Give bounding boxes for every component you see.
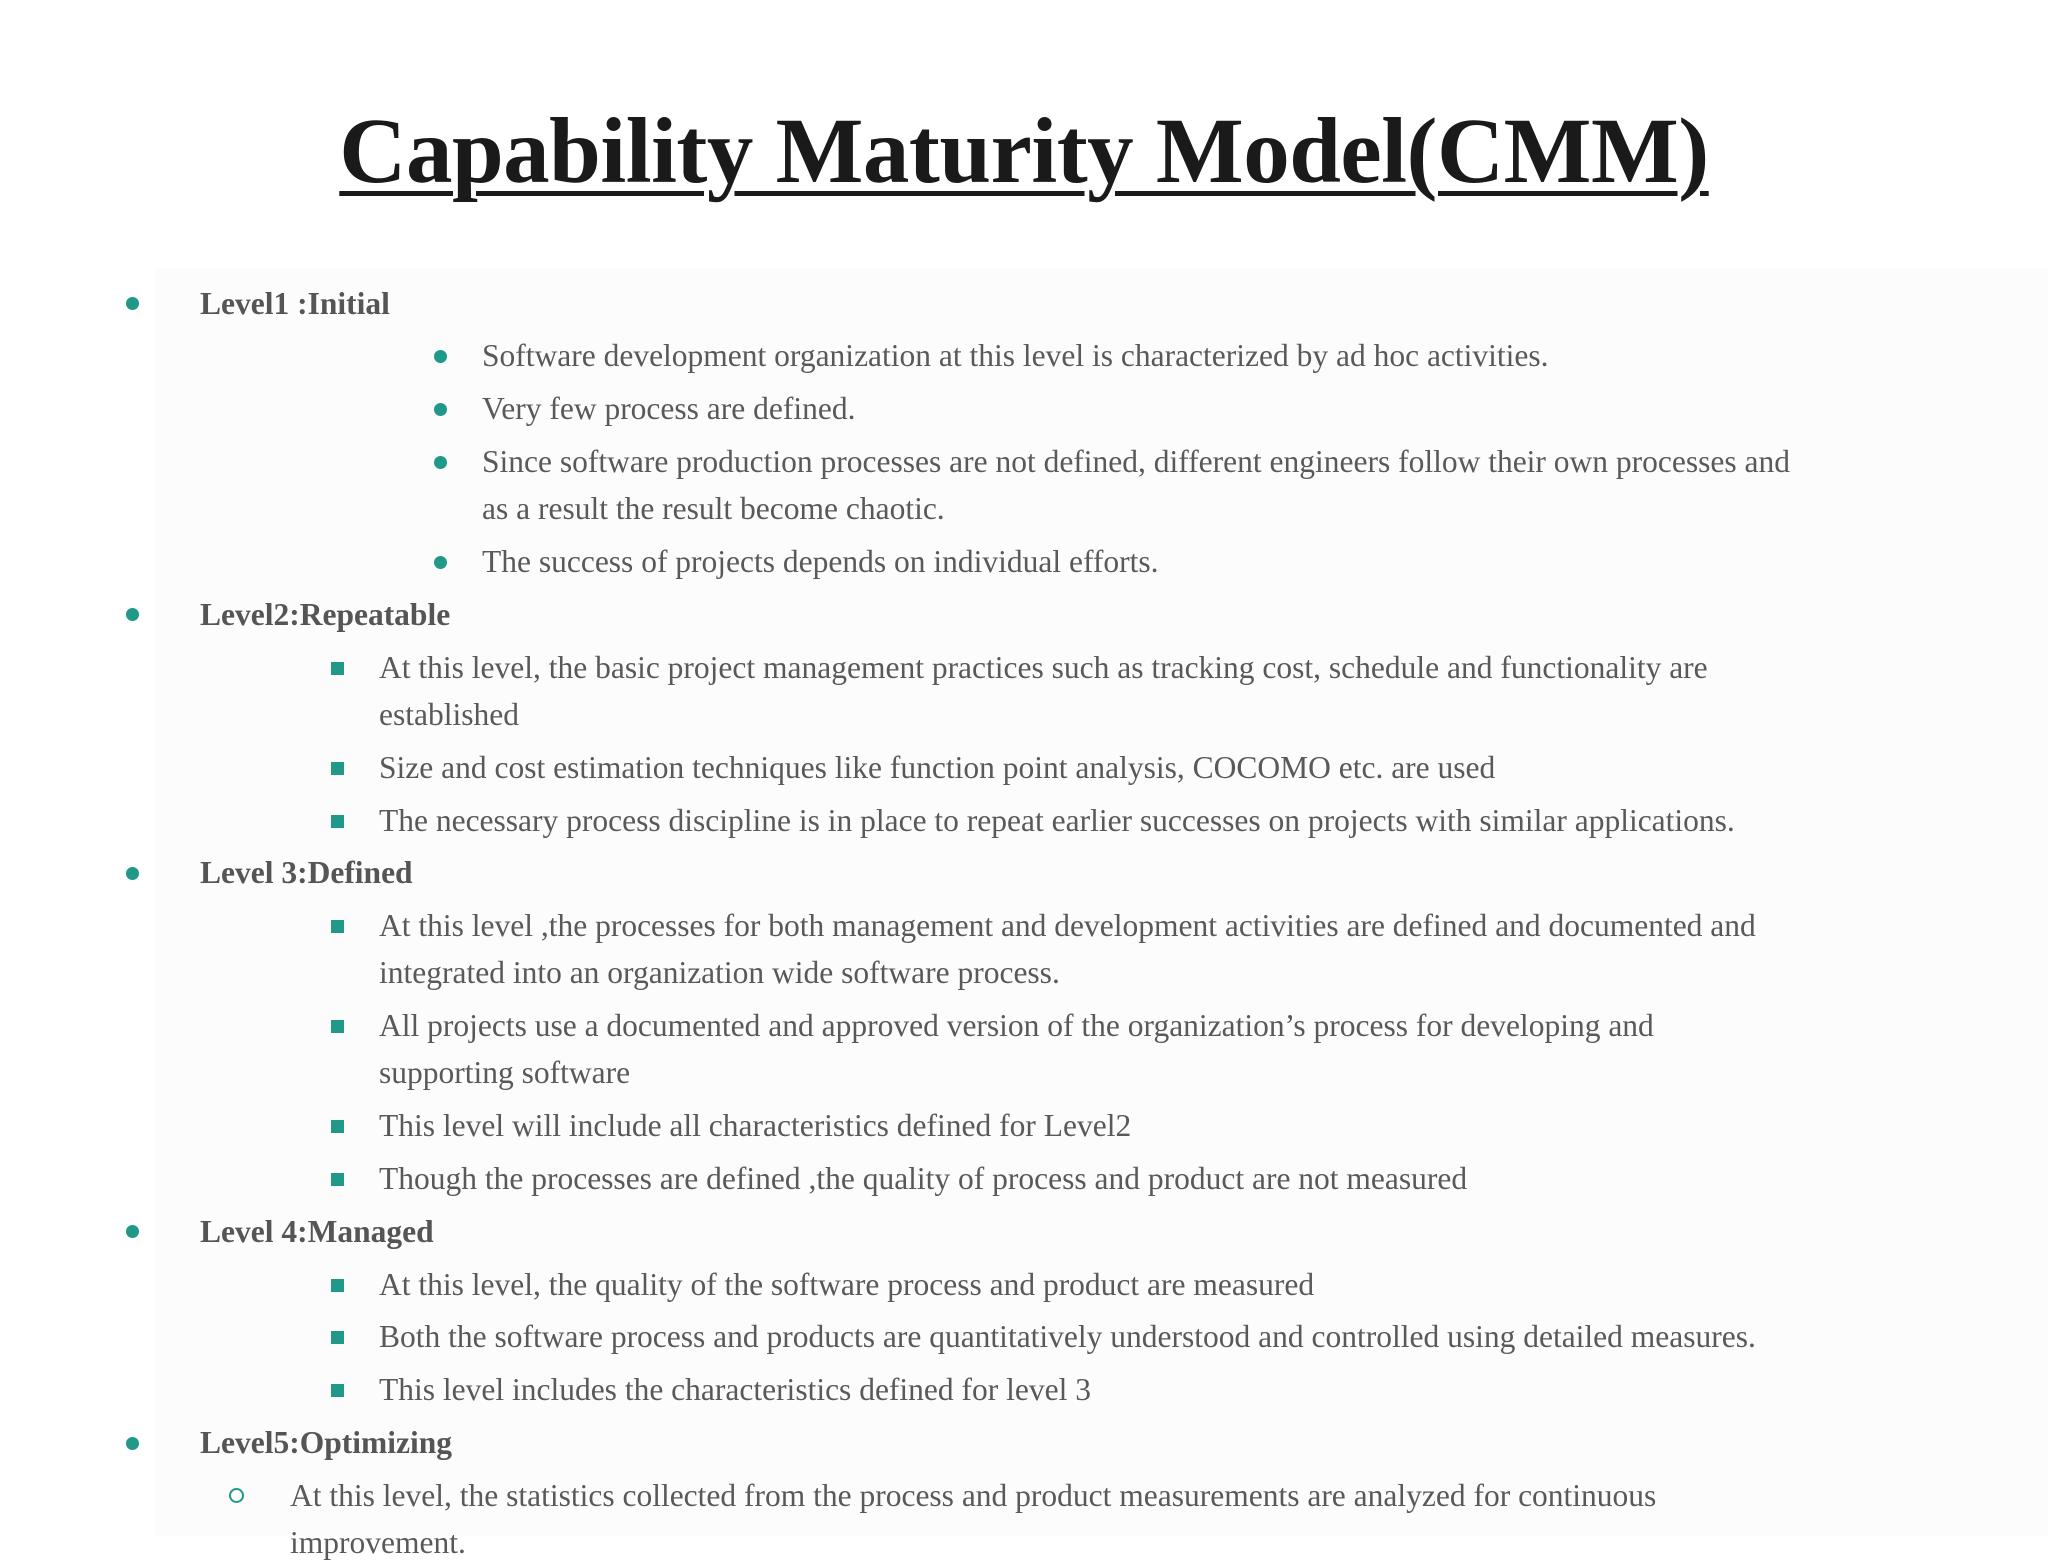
level-heading-4: Level 4:Managed [200,1214,434,1249]
list-item-continuation: established [379,697,519,732]
list-item-continuation [290,1489,466,1560]
list-item: At this level, the basic project management practices such as tracking cost, schedule and functionality are [379,650,1708,685]
list-item-continuation: as a result the result become chaotic. [482,491,945,526]
list-item: Very few process are defined. [482,391,856,426]
list-item: This level includes the characteristics defined for level 3 [379,1372,1091,1407]
item-bullet-dot [434,556,447,569]
list-item: Both the software process and products are quantitatively understood and controlled using detailed measures. [379,1319,1756,1354]
list-item: Software development organization at this level is characterized by ad hoc activities. [482,338,1549,373]
list-item-continuation-text: improvement. [290,1525,466,1560]
level-heading-2: Level2:Repeatable [200,597,451,632]
page-title: Capability Maturity Model(CMM) [339,100,1709,203]
level-bullet-dot [126,1437,139,1450]
list-item: All projects use a documented and approved version of the organization’s process for developing and [379,1008,1654,1043]
list-item: At this level, the statistics collected from the process and product measurements are analyzed for continuous [290,1478,1657,1513]
item-bullet-square [331,1120,344,1133]
list-item: The success of projects depends on individual efforts. [482,544,1159,579]
item-bullet-square [331,815,344,828]
list-item: Though the processes are defined ,the quality of process and product are not measured [379,1161,1468,1196]
level-bullet-dot [126,608,139,621]
item-bullet-square [331,1331,344,1344]
item-bullet-dot [434,456,447,469]
list-item: The necessary process discipline is in place to repeat earlier successes on projects with similar applications. [379,803,1735,838]
item-bullet-square [331,1020,344,1033]
level-bullet-dot [126,867,139,880]
level-bullet-dot [126,297,139,310]
level-heading-1: Level1 :Initial [200,286,390,321]
item-bullet-square [331,1279,344,1292]
list-item: This level will include all characteristics defined for Level2 [379,1108,1132,1143]
list-item: At this level, the quality of the software process and product are measured [379,1267,1315,1302]
item-bullet-square [331,662,344,675]
item-bullet-ring [229,1488,244,1503]
level-heading-3: Level 3:Defined [200,855,413,890]
level-bullet-dot [126,1225,139,1238]
item-bullet-square [331,762,344,775]
list-item: Since software production processes are not defined, different engineers follow their own processes and [482,444,1790,479]
item-bullet-dot [434,403,447,416]
item-bullet-square [331,1384,344,1397]
item-bullet-square [331,920,344,933]
list-item: Size and cost estimation techniques like function point analysis, COCOMO etc. are used [379,750,1496,785]
list-item: At this level ,the processes for both management and development activities are defined and documented and [379,908,1756,943]
item-bullet-dot [434,350,447,363]
level-heading-5: Level5:Optimizing [200,1425,452,1460]
item-bullet-square [331,1173,344,1186]
list-item-continuation: supporting software [379,1055,631,1090]
list-item-continuation: integrated into an organization wide software process. [379,955,1060,990]
